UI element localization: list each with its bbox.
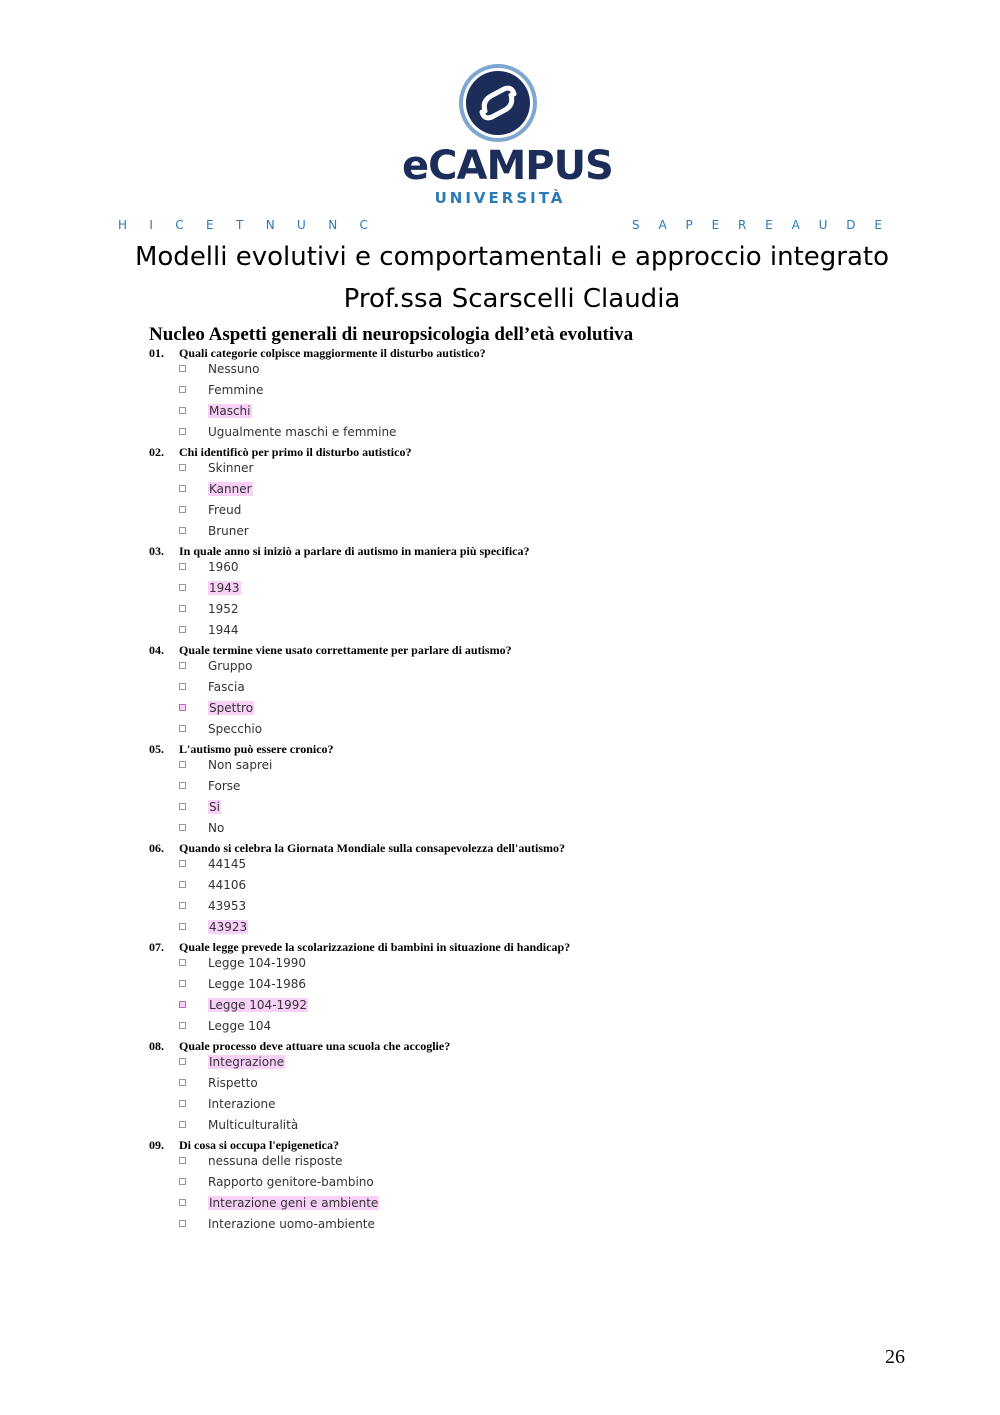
checkbox-icon[interactable]: [179, 1022, 186, 1029]
answer-option[interactable]: [179, 1216, 375, 1232]
answer-option[interactable]: [179, 856, 246, 872]
question-number: 08.: [149, 1039, 164, 1053]
answer-text: Gruppo: [208, 659, 253, 673]
question: [149, 643, 512, 658]
answer-option[interactable]: [179, 1018, 271, 1034]
answer-text: Interazione uomo-ambiente: [208, 1217, 375, 1231]
question: [149, 346, 486, 361]
answer-text: Femmine: [208, 383, 264, 397]
answer-option[interactable]: [179, 721, 262, 737]
answer-text: Multiculturalità: [208, 1118, 299, 1132]
checkbox-icon[interactable]: [179, 563, 186, 570]
motto-letter: U: [297, 218, 306, 232]
motto-letter: N: [328, 218, 338, 232]
logo-subtitle: UNIVERSITÀ: [434, 189, 566, 207]
answer-text: 1952: [208, 602, 239, 616]
checkbox-icon[interactable]: [179, 428, 186, 435]
answer-text: 43923: [209, 920, 248, 934]
checkbox-icon[interactable]: [179, 584, 186, 591]
answer-option[interactable]: [179, 778, 240, 794]
question-number: 03.: [149, 544, 164, 558]
answer-option[interactable]: [179, 601, 239, 617]
answer-text: Nessuno: [208, 362, 260, 376]
answer-option[interactable]: [179, 700, 254, 716]
question-number: 07.: [149, 940, 164, 954]
answer-text: Specchio: [208, 722, 263, 736]
answer-option[interactable]: [179, 976, 306, 992]
motto-letter: C: [359, 218, 368, 232]
checkbox-icon[interactable]: [179, 1121, 186, 1128]
motto-letter: S: [632, 218, 640, 232]
professor-name: Prof.ssa Scarscelli Claudia: [343, 284, 681, 314]
checkbox-icon[interactable]: [179, 1220, 186, 1227]
motto-letter: N: [265, 218, 275, 232]
answer-option[interactable]: [179, 1054, 285, 1070]
checkbox-icon[interactable]: [179, 959, 186, 966]
checkbox-icon[interactable]: [179, 527, 186, 534]
answer-text: Interazione geni e ambiente: [209, 1196, 379, 1210]
answer-text: 44106: [208, 878, 247, 892]
motto-letter: A: [658, 218, 667, 232]
answer-option[interactable]: [179, 679, 245, 695]
question: [149, 1039, 450, 1054]
checkbox-icon[interactable]: [179, 782, 186, 789]
motto-letter: E: [765, 218, 773, 232]
answer-text: Ugualmente maschi e femmine: [208, 425, 397, 439]
motto-letter: E: [711, 218, 720, 232]
answer-option[interactable]: [179, 757, 272, 773]
answer-option[interactable]: [179, 1096, 275, 1112]
answer-text: 43953: [208, 899, 247, 913]
question-number: 06.: [149, 841, 164, 855]
answer-option[interactable]: [179, 580, 241, 596]
answer-text: 1960: [208, 560, 239, 574]
motto-letter: E: [206, 218, 214, 232]
checkbox-icon[interactable]: [179, 506, 186, 513]
question: [149, 1138, 339, 1153]
answer-option[interactable]: [179, 898, 246, 914]
checkbox-icon[interactable]: [179, 1157, 186, 1164]
answer-option[interactable]: [179, 997, 308, 1013]
checkbox-icon[interactable]: [179, 1001, 186, 1008]
question-text: Quale legge prevede la scolarizzazione di bambini in situazione di handicap?: [179, 940, 571, 954]
answer-option[interactable]: [179, 382, 263, 398]
checkbox-icon[interactable]: [179, 761, 186, 768]
answer-text: 44145: [208, 857, 247, 871]
answer-option[interactable]: [179, 820, 224, 836]
answer-text: Legge 104-1986: [208, 977, 307, 991]
checkbox-icon[interactable]: [179, 485, 186, 492]
checkbox-icon[interactable]: [179, 923, 186, 930]
answer-option[interactable]: [179, 1195, 379, 1211]
checkbox-icon[interactable]: [179, 824, 186, 831]
question: [149, 544, 529, 559]
question: [149, 742, 334, 757]
answer-text: Freud: [208, 503, 242, 517]
answer-text: Forse: [208, 779, 241, 793]
motto-letter: H: [118, 218, 128, 232]
motto-right: [632, 218, 882, 232]
answer-option[interactable]: [179, 877, 246, 893]
question: [149, 445, 411, 460]
question: [149, 841, 565, 856]
checkbox-icon[interactable]: [179, 605, 186, 612]
answer-text: Interazione: [208, 1097, 276, 1111]
answer-text: Integrazione: [209, 1055, 285, 1069]
answer-text: Kanner: [209, 482, 252, 496]
question-number: 02.: [149, 445, 164, 459]
answer-option[interactable]: [179, 658, 252, 674]
answer-text: Skinner: [208, 461, 254, 475]
answer-text: Legge 104-1992: [209, 998, 308, 1012]
answer-option[interactable]: [179, 919, 248, 935]
section-heading: Nucleo Aspetti generali di neuropsicologia dell’età evolutiva: [149, 324, 634, 345]
question-text: Quale processo deve attuare una scuola che accoglie?: [179, 1039, 451, 1053]
checkbox-icon[interactable]: [179, 386, 186, 393]
checkbox-icon[interactable]: [179, 464, 186, 471]
question-number: 05.: [149, 742, 164, 756]
checkbox-icon[interactable]: [179, 902, 186, 909]
motto-left: [118, 218, 368, 232]
checkbox-icon[interactable]: [179, 1100, 186, 1107]
motto-letter: U: [818, 218, 828, 232]
checkbox-icon[interactable]: [179, 1079, 186, 1086]
answer-option[interactable]: [179, 1117, 298, 1133]
header: [0, 58, 1000, 232]
answer-option[interactable]: [179, 1174, 374, 1190]
checkbox-icon[interactable]: [179, 860, 186, 867]
page-number: 26: [885, 1346, 905, 1368]
answer-text: Rispetto: [208, 1076, 258, 1090]
answer-text: 1943: [209, 581, 240, 595]
question-number: 01.: [149, 346, 164, 360]
question-text: Chi identificò per primo il disturbo autistico?: [179, 445, 412, 459]
checkbox-icon[interactable]: [179, 407, 186, 414]
motto-letter: T: [236, 218, 244, 232]
checkbox-icon[interactable]: [179, 1199, 186, 1206]
checkbox-icon[interactable]: [179, 980, 186, 987]
question-number: 04.: [149, 643, 164, 657]
question: [149, 940, 570, 955]
answer-text: Fascia: [208, 680, 245, 694]
answer-text: Bruner: [208, 524, 249, 538]
question-text: Quando si celebra la Giornata Mondiale sulla consapevolezza dell'autismo?: [179, 841, 566, 855]
answer-option[interactable]: [179, 424, 396, 440]
motto-letter: P: [685, 218, 693, 232]
answer-text: Rapporto genitore-bambino: [208, 1175, 374, 1189]
answer-option[interactable]: [179, 622, 239, 638]
answer-text: Non saprei: [208, 758, 273, 772]
answer-option[interactable]: [179, 1075, 258, 1091]
answer-text: nessuna delle risposte: [208, 1154, 343, 1168]
motto-letter: E: [874, 218, 882, 232]
checkbox-icon[interactable]: [179, 1058, 186, 1065]
answer-text: No: [208, 821, 225, 835]
motto-letter: C: [175, 218, 184, 232]
motto-letter: I: [149, 218, 153, 232]
checkbox-icon[interactable]: [179, 626, 186, 633]
checkbox-icon[interactable]: [179, 365, 186, 372]
ecampus-badge-icon: [458, 63, 538, 143]
answer-option[interactable]: [179, 361, 259, 377]
checkbox-icon[interactable]: [179, 725, 186, 732]
motto-letter: R: [738, 218, 747, 232]
question-text: L'autismo può essere cronico?: [179, 742, 334, 756]
answer-option[interactable]: [179, 799, 221, 815]
logo-wordmark: eCAMPUS: [402, 143, 613, 189]
motto-letter: D: [846, 218, 856, 232]
answer-option[interactable]: [179, 502, 241, 518]
checkbox-icon[interactable]: [179, 1178, 186, 1185]
answer-text: Legge 104: [208, 1019, 272, 1033]
question-text: Quale termine viene usato correttamente per parlare di autismo?: [179, 643, 512, 657]
answer-option[interactable]: [179, 481, 253, 497]
answer-option[interactable]: [179, 523, 249, 539]
answer-text: 1944: [208, 623, 239, 637]
course-title: Modelli evolutivi e comportamentali e approccio integrato: [134, 242, 890, 272]
answer-text: Si: [209, 800, 220, 814]
answer-text: Legge 104-1990: [208, 956, 307, 970]
answer-text: Maschi: [209, 404, 251, 418]
checkbox-icon[interactable]: [179, 662, 186, 669]
question-number: 09.: [149, 1138, 164, 1152]
checkbox-icon[interactable]: [179, 803, 186, 810]
motto-letter: A: [791, 218, 800, 232]
answer-option[interactable]: [179, 1153, 343, 1169]
checkbox-icon[interactable]: [179, 704, 186, 711]
answer-option[interactable]: [179, 460, 253, 476]
answer-option[interactable]: [179, 559, 239, 575]
question-text: Quali categorie colpisce maggiormente il disturbo autistico?: [179, 346, 486, 360]
question-text: Di cosa si occupa l'epigenetica?: [179, 1138, 339, 1152]
question-text: In quale anno si iniziò a parlare di autismo in maniera più specifica?: [179, 544, 530, 558]
checkbox-icon[interactable]: [179, 881, 186, 888]
answer-option[interactable]: [179, 955, 306, 971]
answer-text: Spettro: [209, 701, 254, 715]
answer-option[interactable]: [179, 403, 252, 419]
checkbox-icon[interactable]: [179, 683, 186, 690]
